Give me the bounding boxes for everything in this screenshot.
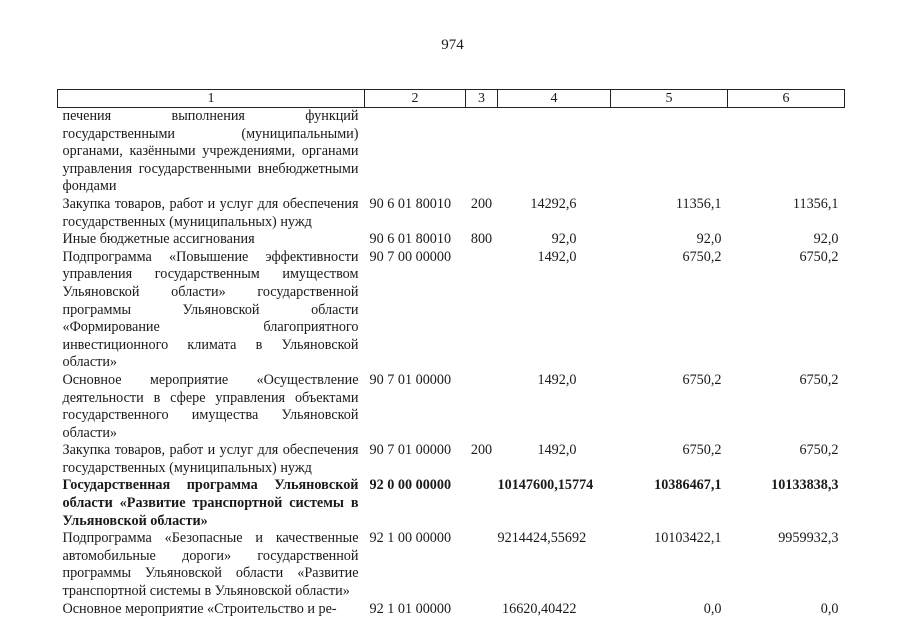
row-code: 90 6 01 80010	[369, 231, 452, 248]
table-row	[58, 108, 845, 196]
row-value-5: 6750,2	[682, 248, 722, 265]
row-value-6: 0,0	[820, 600, 839, 617]
row-name: Закупка товаров, работ и услуг для обеспечения государственных (муниципальных) нужд	[62, 195, 359, 230]
row-expense-type: 800	[470, 231, 493, 248]
row-expense-type	[466, 108, 498, 196]
row-expense-type: 200	[470, 442, 493, 459]
row-value-4: 10147600,15774	[497, 477, 594, 494]
column-header-1: 1	[58, 90, 365, 108]
row-expense-type: 200	[470, 195, 493, 212]
row-name: печения выполнения функций государственными (муниципальными) органами, казёнными учреждениями, органами управления государственными внебюджетными фондами	[62, 108, 359, 195]
row-value-5	[611, 108, 728, 196]
column-header-6: 6	[728, 90, 845, 108]
row-expense-type	[466, 530, 498, 600]
column-header-5: 5	[611, 90, 728, 108]
row-name: Подпрограмма «Безопасные и качественные автомобильные дороги» государственной программы Ульяновской области «Развитие транспортной системы в Ульяновской области»	[62, 530, 359, 600]
row-value-4: 14292,6	[530, 195, 577, 212]
row-value-5: 11356,1	[675, 195, 722, 212]
row-value-5: 10386467,1	[654, 477, 722, 494]
row-name: Основное мероприятие «Осуществление деятельности в сфере управления объектами государственного имущества Ульяновской области»	[62, 371, 359, 441]
row-value-4: 1492,0	[537, 442, 577, 459]
table-row	[58, 249, 845, 372]
row-value-6	[728, 108, 845, 196]
row-value-6: 10133838,3	[771, 477, 839, 494]
table-row	[58, 601, 845, 619]
row-expense-type	[466, 477, 498, 530]
row-name: Подпрограмма «Повышение эффективности управления государственным имуществом Ульяновской области» государственной программы Ульяновской области «Формирование благоприятного инвестиционного климата в Ульяновской области»	[62, 248, 359, 371]
row-expense-type	[466, 372, 498, 442]
table-header-row	[58, 90, 845, 108]
row-value-6: 9959932,3	[778, 530, 839, 547]
row-value-4: 1492,0	[537, 371, 577, 388]
row-expense-type	[466, 249, 498, 372]
column-header-2: 2	[365, 90, 466, 108]
row-code: 90 6 01 80010	[369, 195, 452, 212]
row-name: Основное мероприятие «Строительство и ре-	[62, 600, 337, 617]
row-value-6: 6750,2	[799, 371, 839, 388]
table-row	[58, 477, 845, 530]
table-row	[58, 442, 845, 477]
table-body	[58, 108, 845, 619]
row-value-5: 92,0	[696, 231, 722, 248]
row-code: 92 0 00 00000	[369, 477, 452, 494]
row-name: Закупка товаров, работ и услуг для обеспечения государственных (муниципальных) нужд	[62, 442, 359, 476]
table-row	[58, 231, 845, 249]
row-code	[365, 108, 466, 196]
row-value-5: 10103422,1	[654, 530, 722, 547]
row-name: Государственная программа Ульяновской области «Развитие транспортной системы в Ульяновской области»	[62, 477, 359, 529]
page-number: 974	[441, 37, 464, 53]
row-code: 90 7 01 00000	[369, 442, 452, 459]
row-value-6: 11356,1	[792, 195, 839, 212]
row-expense-type	[466, 601, 498, 619]
column-header-4: 4	[498, 90, 611, 108]
row-code: 92 1 00 00000	[369, 530, 452, 547]
row-name: Иные бюджетные ассигнования	[62, 231, 255, 248]
row-code: 90 7 01 00000	[369, 371, 452, 388]
budget-table	[57, 89, 845, 618]
row-value-5: 6750,2	[682, 442, 722, 459]
row-value-4: 1492,0	[537, 248, 577, 265]
row-value-4: 9214424,55692	[497, 530, 587, 547]
row-code: 92 1 01 00000	[369, 600, 452, 617]
column-header-3: 3	[466, 90, 498, 108]
row-value-6: 6750,2	[799, 442, 839, 459]
row-value-6: 92,0	[813, 231, 839, 248]
table-row	[58, 196, 845, 231]
row-value-5: 0,0	[703, 600, 722, 617]
table-row	[58, 530, 845, 600]
table-row	[58, 372, 845, 442]
row-value-4: 16620,40422	[502, 600, 577, 617]
row-value-6: 6750,2	[799, 248, 839, 265]
row-value-4: 92,0	[551, 231, 577, 248]
row-value-4	[498, 108, 611, 196]
row-code: 90 7 00 00000	[369, 248, 452, 265]
row-value-5: 6750,2	[682, 371, 722, 388]
